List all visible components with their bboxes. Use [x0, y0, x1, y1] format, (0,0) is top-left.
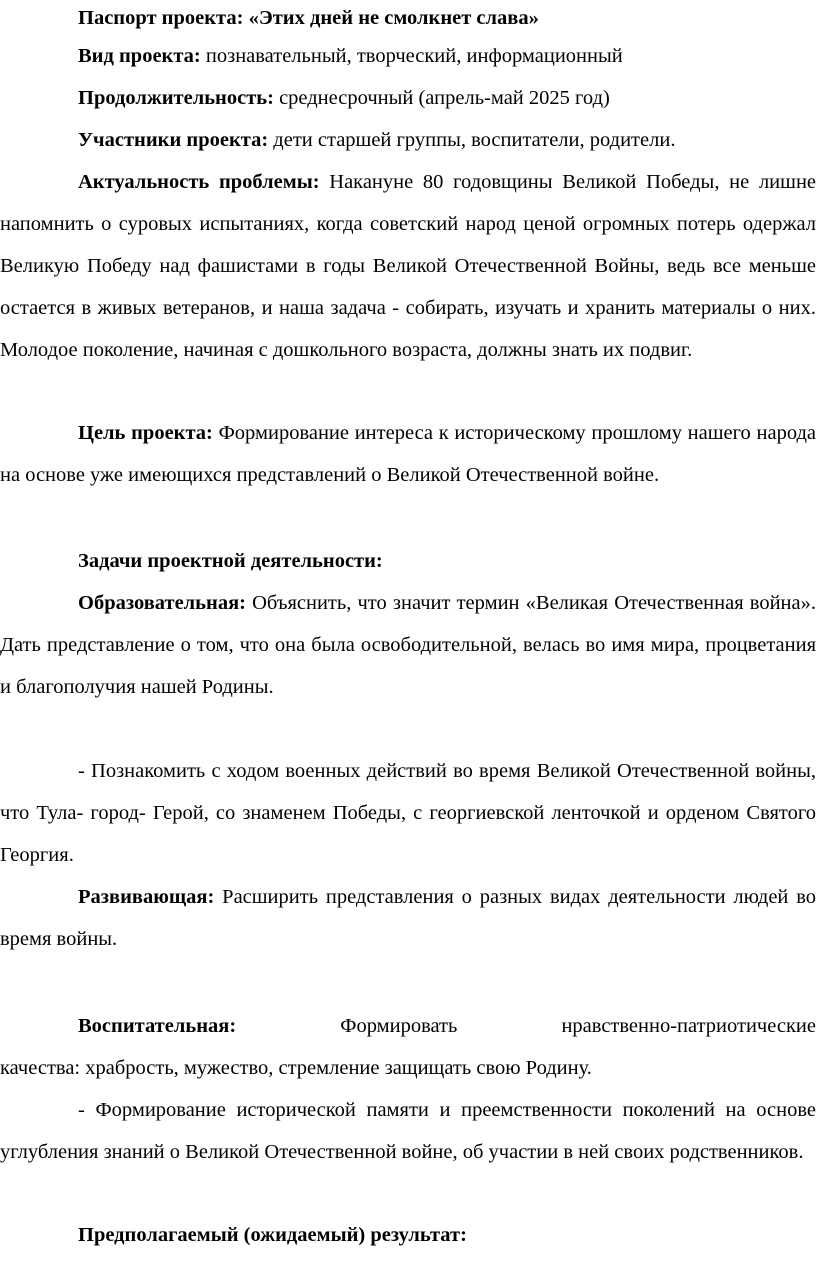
project-duration-value: среднесрочный (апрель-май 2025 год): [273, 87, 610, 109]
task-upbringing-2: [0, 1089, 816, 1173]
task-developing-value: Расширить представления о разных видах деятельности людей во время войны.: [0, 886, 816, 950]
task-developing: [0, 876, 816, 960]
project-goal-label: Цель проекта:: [78, 422, 213, 444]
task-educational: [0, 582, 816, 708]
passport-label: Паспорт проекта: «Этих дней не смолкнет слава»: [78, 7, 539, 29]
task-upbringing-line2: [0, 1047, 816, 1089]
project-passport-title: [0, 0, 816, 39]
project-type: [0, 35, 816, 77]
tasks-heading: [0, 540, 816, 582]
project-goal: [0, 412, 816, 496]
project-relevance: [0, 161, 816, 371]
task-upbringing-rest: качества: храбрость, мужество, стремление защищать свою Родину.: [0, 1057, 592, 1079]
project-relevance-value: Накануне 80 годовщины Великой Победы, не лишне напомнить о суровых испытаниях, когда советский народ ценой огромных потерь одержал Великую Победу над фашистами в годы Великой Отечественной Войны, ведь все меньше остается в живых ветеранов, и наша задача - собирать, изучать и хранить материалы о них. Молодое поколение, начиная с дошкольного возраста, должны знать их подвиг.: [0, 171, 816, 361]
task-upbringing-2-text: - Формирование исторической памяти и преемственности поколений на основе углубления знаний о Великой Отечественной войне, об участии в ней своих родственников.: [0, 1099, 816, 1163]
task-educational-label: Образовательная:: [78, 592, 246, 614]
project-participants-value: дети старшей группы, воспитатели, родители.: [268, 129, 676, 151]
expected-result-heading: [0, 1214, 816, 1256]
task-upbringing-label: Воспитательная:: [78, 1015, 237, 1037]
task-upbringing-word1: Формировать: [340, 1015, 458, 1037]
project-duration: [0, 77, 816, 119]
task-educational-2-text: - Познакомить с ходом военных действий во время Великой Отечественной войны, что Тула- город- Герой, со знаменем Победы, с георгиевской ленточкой и орденом Святого Георгия.: [0, 760, 816, 866]
project-type-label: Вид проекта:: [78, 45, 201, 67]
project-participants-label: Участники проекта:: [78, 129, 269, 151]
project-duration-label: Продолжительность:: [78, 87, 274, 109]
project-type-value: познавательный, творческий, информационный: [200, 45, 623, 67]
project-participants: [0, 119, 816, 161]
project-relevance-label: Актуальность проблемы:: [78, 171, 320, 193]
expected-result-heading-text: Предполагаемый (ожидаемый) результат:: [78, 1224, 467, 1246]
tasks-heading-text: Задачи проектной деятельности:: [78, 550, 383, 572]
task-educational-2: [0, 750, 816, 876]
task-upbringing-line1: [0, 1005, 816, 1047]
task-educational-value: Объяснить, что значит термин «Великая Отечественная война». Дать представление о том, что она была освободительной, велась во имя мира, процветания и благополучия нашей Родины.: [0, 592, 816, 698]
project-goal-value: Формирование интереса к историческому прошлому нашего народа на основе уже имеющихся представлений о Великой Отечественной войне.: [0, 422, 816, 486]
task-developing-label: Развивающая:: [78, 886, 215, 908]
task-upbringing-word2: нравственно-патриотические: [561, 1015, 816, 1037]
